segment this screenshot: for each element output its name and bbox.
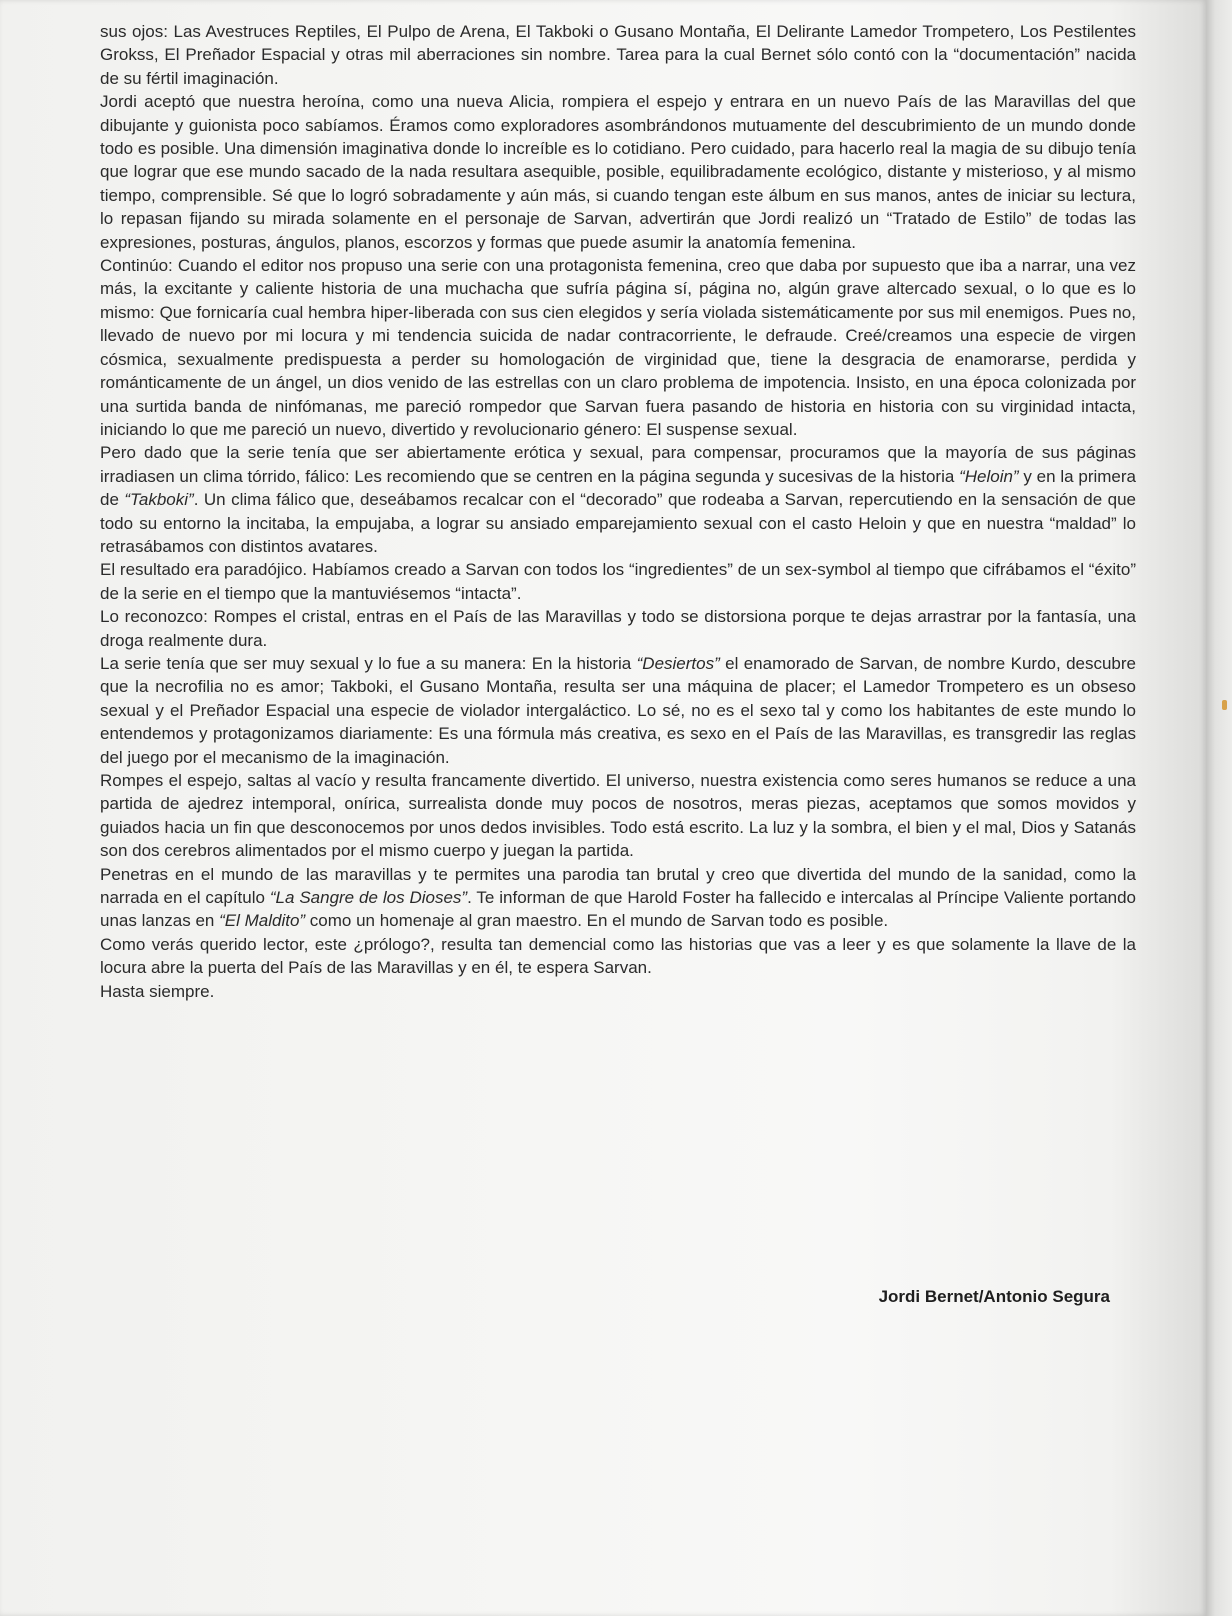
paragraph (100, 863, 1136, 933)
paragraph (100, 980, 1136, 1003)
italic-title: “El Maldito” (219, 911, 306, 931)
paragraph-text: . Un clima fálico que, deseábamos recalcar con el “decorado” que rodeaba a Sarvan, repercutiendo en la sensación de que todo su entorno la incitaba, la empujaba, a lograr su ansiado emparejamiento sexual con el casto Heloin y que en nuestra “maldad” lo retrasábamos con distintos avatares. (100, 490, 1136, 556)
article-body (100, 20, 1136, 1003)
paragraph-text: Penetras en el mundo de las maravillas y te permites una parodia tan brutal y creo que divertida del mundo de la sanidad, como la narrada en el capítulo (100, 864, 1136, 908)
paragraph (100, 254, 1136, 441)
page-edge (1206, 0, 1232, 1616)
paragraph-text: como un homenaje al gran maestro. En el mundo de Sarvan todo es posible. (305, 911, 889, 931)
italic-title: “Desiertos” (636, 653, 720, 673)
italic-title: “La Sangre de los Dioses” (269, 888, 468, 908)
italic-title: “Takboki” (124, 490, 194, 510)
paragraph (100, 769, 1136, 863)
paragraph (100, 558, 1136, 605)
page-mark (1222, 700, 1227, 710)
paragraph (100, 441, 1136, 558)
paragraph-text: el enamorado de Sarvan, de nombre Kurdo, descubre que la necrofilia no es amor; Takboki, el Gusano Montaña, resulta ser una máquina de placer; el Lamedor Trompetero es un obseso sexual y el Preñador Espacial una especie de violador intergaláctico. Lo sé, no es el sexo tal y como los habitantes de este mundo lo entendemos y protagonizamos diariamente: Es una fórmula más creativa, es sexo en el País de las Maravillas, es transgredir las reglas del juego por el mecanismo de la imaginación. (100, 653, 1136, 767)
paragraph-text: Pero dado que la serie tenía que ser abiertamente erótica y sexual, para compensar, procuramos que la mayoría de sus páginas irradiasen un clima tórrido, fálico: Les recomiendo que se centren en la página segunda y sucesivas de la historia (100, 443, 1136, 486)
paragraph-text: Continúo: Cuando el editor nos propuso una serie con una protagonista femenina, creo que daba por supuesto que iba a narrar, una vez más, la excitante y caliente historia de una muchacha que sufría página sí, página no, algún grave altercado sexual, o lo que es lo mismo: Que fornicaría cual hembra hiper-liberada con sus cien elegidos y sería violada sistemáticamente por sus mil enemigos. Pues no, llevado de nuevo por mi locura y mi tendencia suicida de nadar contracorriente, le defraude. Creé/creamos una especie de virgen cósmica, sexualmente predispuesta a perder su homologación de virginidad que, tiene la desgracia de enamorarse, perdida y románticamente de un ángel, un dios venido de las estrellas con un claro problema de impotencia. Insisto, en una época colonizada por una surtida banda de ninfómanas, me pareció rompedor que Sarvan fuera pasando de historia en historia con su virginidad intacta, iniciando lo que me pareció un nuevo, divertido y revolucionario género: El suspense sexual. (100, 256, 1136, 439)
paragraph-text: Rompes el espejo, saltas al vacío y resulta francamente divertido. El universo, nuestra existencia como seres humanos se reduce a una partida de ajedrez intemporal, onírica, surrealista donde muy pocos de nosotros, meras piezas, aceptamos que somos movidos y guiados hacia un fin que desconocemos por unos dedos invisibles. Todo está escrito. La luz y la sombra, el bien y el mal, Dios y Satanás son dos cerebros alimentados por el mismo cuerpo y juegan la partida. (100, 771, 1136, 861)
paragraph (100, 605, 1136, 652)
paragraph-text: Jordi aceptó que nuestra heroína, como una nueva Alicia, rompiera el espejo y entrara en un nuevo País de las Maravillas del que dibujante y guionista poco sabíamos. Éramos como exploradores asombrándonos mutuamente del descubrimiento de un mundo donde todo es posible. Una dimensión imaginativa donde lo increíble es lo cotidiano. Pero cuidado, para hacerlo real la magia de su dibujo tenía que lograr que ese mundo sacado de la nada resultara asequible, posible, equilibradamente ecológico, distante y misterioso, y al mismo tiempo, comprensible. Sé que lo logró sobradamente y aún más, si cuando tengan este álbum en sus manos, antes de iniciar su lectura, lo repasan fijando su mirada solamente en el personaje de Sarvan, advertirán que Jordi realizó un “Tratado de Estilo” de todas las expresiones, posturas, ángulos, planos, escorzos y formas que puede asumir la anatomía femenina. (100, 92, 1136, 252)
paragraph (100, 20, 1136, 90)
paragraph-text: sus ojos: Las Avestruces Reptiles, El Pulpo de Arena, El Takboki o Gusano Montaña, El Delirante Lamedor Trompetero, Los Pestilentes Grokss, El Preñador Espacial y otras mil aberraciones sin nombre. Tarea para la cual Bernet sólo contó con la “documentación” nacida de su fértil imaginación. (100, 22, 1136, 88)
paragraph-text: El resultado era paradójico. Habíamos creado a Sarvan con todos los “ingredientes” de un sex-symbol al tiempo que cifrábamos el “éxito” de la serie en el tiempo que la mantuviésemos “intacta”. (100, 560, 1136, 603)
paragraph-text: . Te informan de que Harold Foster ha fallecido e intercalas al Príncipe Valiente portando unas lanzas en (100, 888, 1137, 931)
paragraph-text: La serie tenía que ser muy sexual y lo fue a su manera: En la historia (100, 653, 637, 673)
paragraph (100, 933, 1136, 980)
paragraph-text: Como verás querido lector, este ¿prólogo?, resulta tan demencial como las historias que vas a leer y es que solamente la llave de la locura abre la puerta del País de las Maravillas y en él, te espera Sarvan. (100, 934, 1136, 978)
paragraph-text: y en la primera de (100, 466, 1136, 510)
author-signature: Jordi Bernet/Antonio Segura (878, 1287, 1110, 1306)
paragraph (100, 90, 1136, 254)
paragraph-text: Lo reconozco: Rompes el cristal, entras en el País de las Maravillas y todo se distorsiona porque te dejas arrastrar por la fantasía, una droga realmente dura. (100, 607, 1136, 650)
paragraph-text: Hasta siempre. (100, 981, 215, 1001)
italic-title: “Heloin” (959, 466, 1019, 486)
paragraph (100, 652, 1136, 769)
